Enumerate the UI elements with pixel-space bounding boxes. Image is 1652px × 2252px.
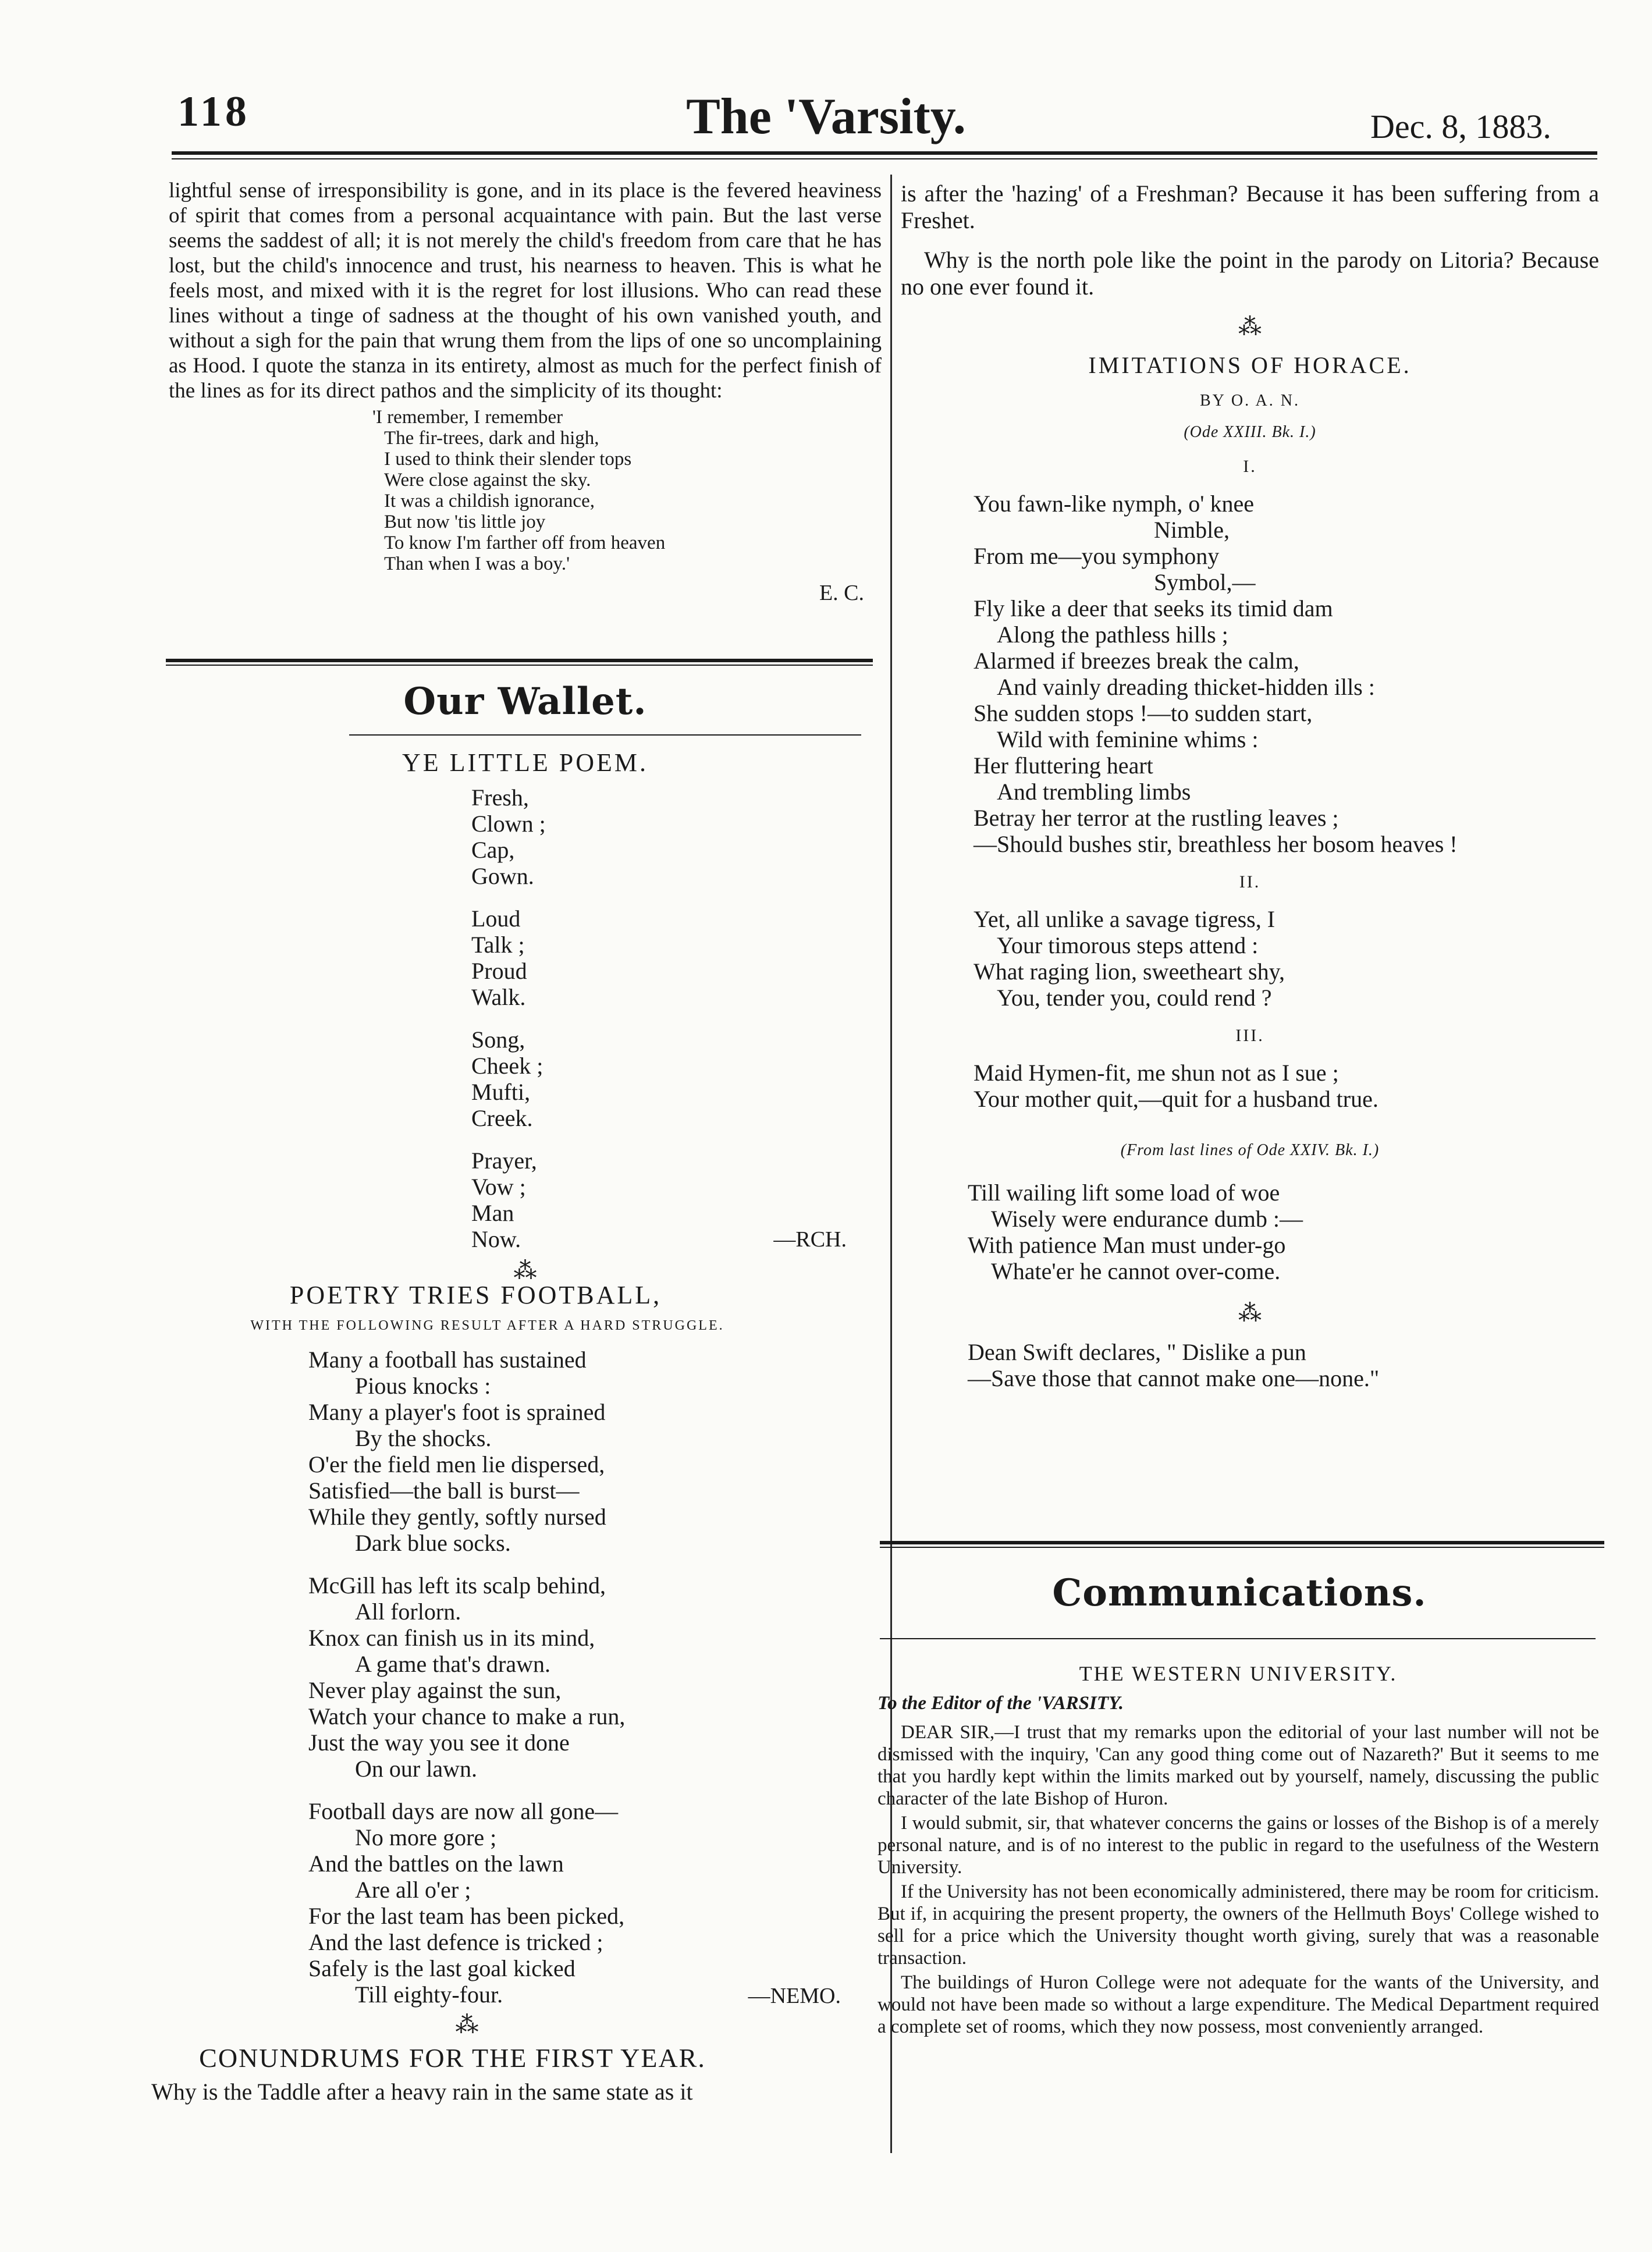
poem-line: Nimble, — [1154, 517, 1230, 543]
poem-line: Symbol,— — [1154, 569, 1256, 595]
poem-attribution: —RCH. — [773, 1227, 847, 1252]
poem-line: O'er the field men lie dispersed, — [308, 1451, 605, 1477]
asterism: ⁂ — [1238, 1300, 1262, 1326]
poem-line: By the shocks. — [355, 1425, 492, 1451]
quote-line: To know I'm farther off from heaven — [384, 532, 666, 553]
poem-title: IMITATIONS OF HORACE. — [1088, 352, 1412, 378]
poem-line: Loud — [471, 905, 521, 932]
conundrum-text: Why is the north pole like the point in the parody on Litoria? Because no one ever found it. — [901, 247, 1599, 300]
quote-line: But now 'tis little joy — [384, 512, 546, 532]
letter-paragraph: DEAR SIR,—I trust that my remarks upon the editorial of your last number will not be dismissed with the inquiry, 'Can any good thing come out of Nazareth?' But it seems to me that you hardly kept within the limits marked out by yourself, namely, discussing the public character of the late Bishop of Huron. — [877, 1722, 1599, 1809]
quote-line: It was a childish ignorance, — [384, 491, 595, 512]
poem-line: And vainly dreading thicket-hidden ills : — [997, 674, 1375, 700]
wallet-underline — [349, 734, 861, 736]
asterism: ⁂ — [1238, 314, 1262, 340]
poem-line: Along the pathless hills ; — [997, 621, 1228, 648]
section-title: Communications. — [1052, 1571, 1427, 1615]
left-column — [169, 178, 882, 606]
poem-line: Knox can finish us in its mind, — [308, 1625, 595, 1651]
poem-line: Satisfied—the ball is burst— — [308, 1477, 580, 1504]
poem-line: Your mother quit,—quit for a husband true. — [974, 1086, 1379, 1112]
section-subtitle: CONUNDRUMS FOR THE FIRST YEAR. — [199, 2043, 706, 2073]
quote-line: 'I remember, I remember — [372, 407, 563, 428]
poem-line: Yet, all unlike a savage tigress, I — [974, 906, 1276, 932]
poem-line: Cheek ; — [471, 1053, 543, 1079]
poem-title: POETRY TRIES FOOTBALL, — [289, 1281, 662, 1309]
letter — [877, 1661, 1599, 2038]
page-header — [0, 0, 1652, 175]
poem-line: Talk ; — [471, 932, 525, 958]
poem-line: Dark blue socks. — [355, 1530, 511, 1556]
poem-subtitle: WITH THE FOLLOWING RESULT AFTER A HARD STRUGGLE. — [250, 1318, 724, 1333]
poem-line: While they gently, softly nursed — [308, 1504, 606, 1530]
swift-epigram — [968, 1339, 1599, 1391]
letter-paragraph: The buildings of Huron College were not adequate for the wants of the University, and would not have been made so without a large expenditure. The Medical Department required a complete set of rooms, which they now possess, most conveniently arranged. — [877, 1972, 1599, 2037]
poem-line: And the battles on the lawn — [308, 1850, 564, 1877]
horace-stanza-4 — [968, 1180, 1599, 1284]
poem-title: YE LITTLE POEM. — [402, 748, 648, 777]
poem-line: With patience Man must under-go — [968, 1232, 1286, 1258]
poem-line: Pious knocks : — [355, 1373, 491, 1399]
poem-line: Walk. — [471, 984, 526, 1010]
poem-line: Gown. — [471, 863, 534, 889]
poem-line: For the last team has been picked, — [308, 1903, 625, 1929]
poem-line: Proud — [471, 958, 527, 984]
letter-salutation: To the Editor of the 'VARSITY. — [877, 1693, 1124, 1714]
communications-section — [879, 1571, 1600, 1615]
poem-line: And the last defence is tricked ; — [308, 1929, 603, 1955]
section-numeral: III. — [1235, 1026, 1264, 1045]
comm-underline — [880, 1638, 1596, 1639]
letter-title: THE WESTERN UNIVERSITY. — [1079, 1662, 1398, 1685]
poem-line: A game that's drawn. — [355, 1651, 551, 1677]
header-rule-thin — [172, 158, 1597, 159]
poem-line: Clown ; — [471, 811, 546, 837]
quote-line: Were close against the sky. — [384, 470, 591, 491]
page-number: 118 — [177, 88, 250, 136]
poem-line: —Save those that cannot make one—none." — [968, 1365, 1380, 1391]
poem-line: Fly like a deer that seeks its timid dam — [974, 595, 1333, 621]
section-numeral: II. — [1239, 872, 1261, 891]
poem-line: Never play against the sun, — [308, 1677, 562, 1703]
little-poem — [169, 748, 882, 1283]
poem-line: Are all o'er ; — [355, 1877, 471, 1903]
poem-byline: BY O. A. N. — [1200, 392, 1300, 410]
poem-line: What raging lion, sweetheart shy, — [974, 958, 1285, 985]
poem-line: Alarmed if breezes break the calm, — [974, 648, 1299, 674]
asterism: ⁂ — [455, 2012, 479, 2038]
poem-line: You, tender you, could rend ? — [997, 985, 1272, 1011]
poem-body — [471, 784, 882, 1252]
conundrum-text: is after the 'hazing' of a Freshman? Because it has been suffering from a Freshet. — [901, 180, 1599, 233]
poem-line: Till wailing lift some load of woe — [968, 1180, 1280, 1206]
horace-stanza-3 — [974, 1060, 1599, 1112]
section-rule-thin — [880, 1547, 1604, 1548]
football-poem — [151, 1280, 882, 2105]
poem-line: Wisely were endurance dumb :— — [991, 1206, 1303, 1232]
letter-body — [877, 1721, 1599, 2038]
poem-line: Dean Swift declares, " Dislike a pun — [968, 1339, 1306, 1365]
poem-line: Prayer, — [471, 1148, 537, 1174]
essay-signature: E. C. — [819, 581, 864, 605]
poem-line: —Should bushes stir, breathless her bosom heaves ! — [974, 831, 1458, 857]
poem-line: She sudden stops !—to sudden start, — [974, 700, 1313, 726]
poem-line: Song, — [471, 1026, 525, 1053]
conundrum-text: Why is the Taddle after a heavy rain in the same state as it — [151, 2079, 693, 2105]
header-rule-thick — [172, 151, 1597, 155]
right-column — [901, 180, 1599, 1391]
poem-line: Just the way you see it done — [308, 1729, 570, 1756]
poem-line: Cap, — [471, 837, 515, 863]
hood-stanza — [372, 407, 882, 574]
issue-date: Dec. 8, 1883. — [1370, 108, 1551, 145]
asterism: ⁂ — [513, 1258, 537, 1284]
ode-reference: (Ode XXIII. Bk. I.) — [1184, 423, 1316, 441]
section-title: Our Wallet. — [403, 680, 647, 723]
section-rule-thin — [166, 665, 873, 666]
poem-line: Her fluttering heart — [974, 752, 1153, 779]
poem-line: McGill has left its scalp behind, — [308, 1572, 606, 1599]
poem-body — [308, 1347, 882, 2008]
poem-line: Wild with feminine whims : — [997, 726, 1259, 752]
poem-line: Many a player's foot is sprained — [308, 1399, 606, 1425]
poem-line: Creek. — [471, 1105, 533, 1131]
poem-line: All forlorn. — [355, 1599, 461, 1625]
poem-line: No more gore ; — [355, 1824, 497, 1850]
ode-reference: (From last lines of Ode XXIV. Bk. I.) — [1120, 1141, 1380, 1159]
poem-line: Till eighty-four. — [355, 1981, 503, 2008]
quote-line: I used to think their slender tops — [384, 449, 632, 470]
poem-line: Whate'er he cannot over-come. — [991, 1258, 1281, 1284]
horace-stanza-1 — [974, 491, 1599, 857]
section-rule-thick — [166, 659, 873, 662]
poem-line: Maid Hymen-fit, me shun not as I sue ; — [974, 1060, 1339, 1086]
poem-line: Fresh, — [471, 784, 529, 811]
poem-line: On our lawn. — [355, 1756, 477, 1782]
our-wallet-section — [169, 680, 882, 723]
poem-line: Many a football has sustained — [308, 1347, 587, 1373]
newspaper-title: The 'Varsity. — [686, 88, 966, 145]
letter-paragraph: If the University has not been economically administered, there may be room for criticism. But if, in acquiring the present property, the owners of the Hellmuth Boys' College wished to sell for a price which the University thought worth giving, surely that was a reasonable transaction. — [877, 1881, 1599, 1969]
poem-line: Vow ; — [471, 1174, 526, 1200]
section-numeral: I. — [1243, 457, 1257, 476]
quote-line: Than when I was a boy.' — [384, 553, 570, 574]
poem-line: Betray her terror at the rustling leaves ; — [974, 805, 1339, 831]
poem-line: You fawn-like nymph, o' knee — [974, 491, 1254, 517]
poem-line: Man — [471, 1200, 514, 1226]
poem-line: Football days are now all gone— — [308, 1798, 619, 1824]
letter-paragraph: I would submit, sir, that whatever concerns the gains or losses of the Bishop is of a merely personal nature, and is of no interest to the public in regard to the usefulness of the Western University. — [877, 1813, 1599, 1878]
poem-line: And trembling limbs — [997, 779, 1191, 805]
poem-line: Your timorous steps attend : — [997, 932, 1259, 958]
poem-line: Safely is the last goal kicked — [308, 1955, 575, 1981]
essay-paragraph: lightful sense of irresponsibility is gone, and in its place is the fevered heaviness of spirit that comes from a personal acquaintance with pain. But the last verse seems the saddest of all; it is not merely the child's freedom from care that he has lost, but the child's innocence and trust, his nearness to heaven. This is what he feels most, and mixed with it is the regret for lost illusions. Who can read these lines without a tinge of sadness at the thought of his own vanished youth, and without a sigh for the pain that wrung them from the lips of one so uncomplaining as Hood. I quote the stanza in its entirety, almost as much for the perfect finish of the lines as for its direct pathos and the simplicity of its thought: — [169, 179, 882, 403]
poem-line: Mufti, — [471, 1079, 531, 1105]
poem-line: Now. — [471, 1226, 521, 1252]
poem-attribution: —NEMO. — [748, 1984, 841, 2008]
poem-line: From me—you symphony — [974, 543, 1220, 569]
section-rule-thick — [880, 1541, 1604, 1544]
horace-stanza-2 — [974, 906, 1599, 1011]
quote-line: The fir-trees, dark and high, — [384, 428, 599, 449]
poem-line: Watch your chance to make a run, — [308, 1703, 626, 1729]
